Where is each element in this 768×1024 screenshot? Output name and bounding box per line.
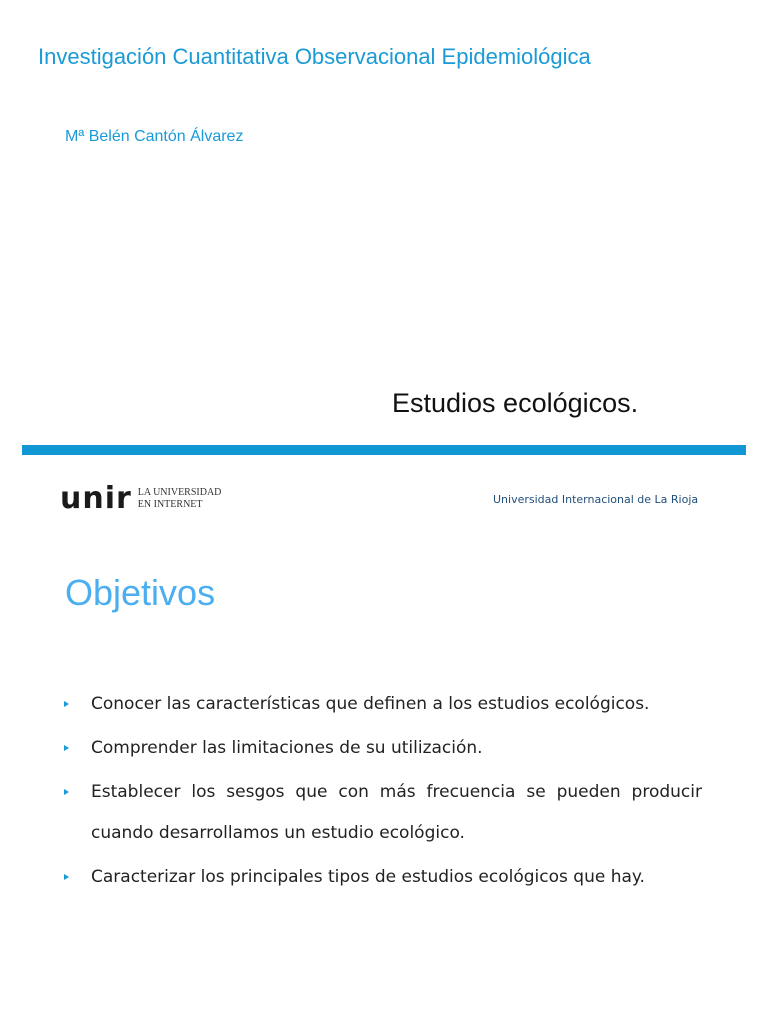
bullet-arrow-icon bbox=[64, 874, 69, 880]
list-item bbox=[62, 857, 702, 898]
objective-text: Establecer los sesgos que con más frecuencia se pueden producir cuando desarrollamos un estudio ecológico. bbox=[91, 782, 702, 843]
author-name: Mª Belén Cantón Álvarez bbox=[65, 128, 244, 145]
list-item bbox=[62, 728, 702, 769]
slide-divider bbox=[22, 445, 746, 455]
logo-tagline-line1: LA UNIVERSIDAD bbox=[137, 487, 222, 498]
unir-logo bbox=[60, 481, 222, 516]
university-name: Universidad Internacional de La Rioja bbox=[493, 493, 699, 506]
bullet-arrow-icon bbox=[64, 789, 69, 795]
objective-text: Caracterizar los principales tipos de estudios ecológicos que hay. bbox=[91, 867, 645, 887]
presentation-title: Investigación Cuantitativa Observacional Epidemiológica bbox=[38, 44, 591, 69]
objective-text: Conocer las características que definen a los estudios ecológicos. bbox=[91, 694, 650, 714]
section-heading: Objetivos bbox=[65, 572, 216, 613]
bullet-arrow-icon bbox=[64, 745, 69, 751]
logo-tagline-line2: EN INTERNET bbox=[137, 499, 203, 510]
logo-wordmark: unir bbox=[60, 481, 132, 516]
logo-tagline bbox=[138, 487, 222, 511]
list-item bbox=[62, 772, 702, 854]
list-item bbox=[62, 684, 702, 725]
objective-text: Comprender las limitaciones de su utilización. bbox=[91, 738, 483, 758]
objectives-list bbox=[62, 684, 702, 901]
slide-subtitle: Estudios ecológicos. bbox=[392, 388, 639, 418]
bullet-arrow-icon bbox=[64, 701, 69, 707]
